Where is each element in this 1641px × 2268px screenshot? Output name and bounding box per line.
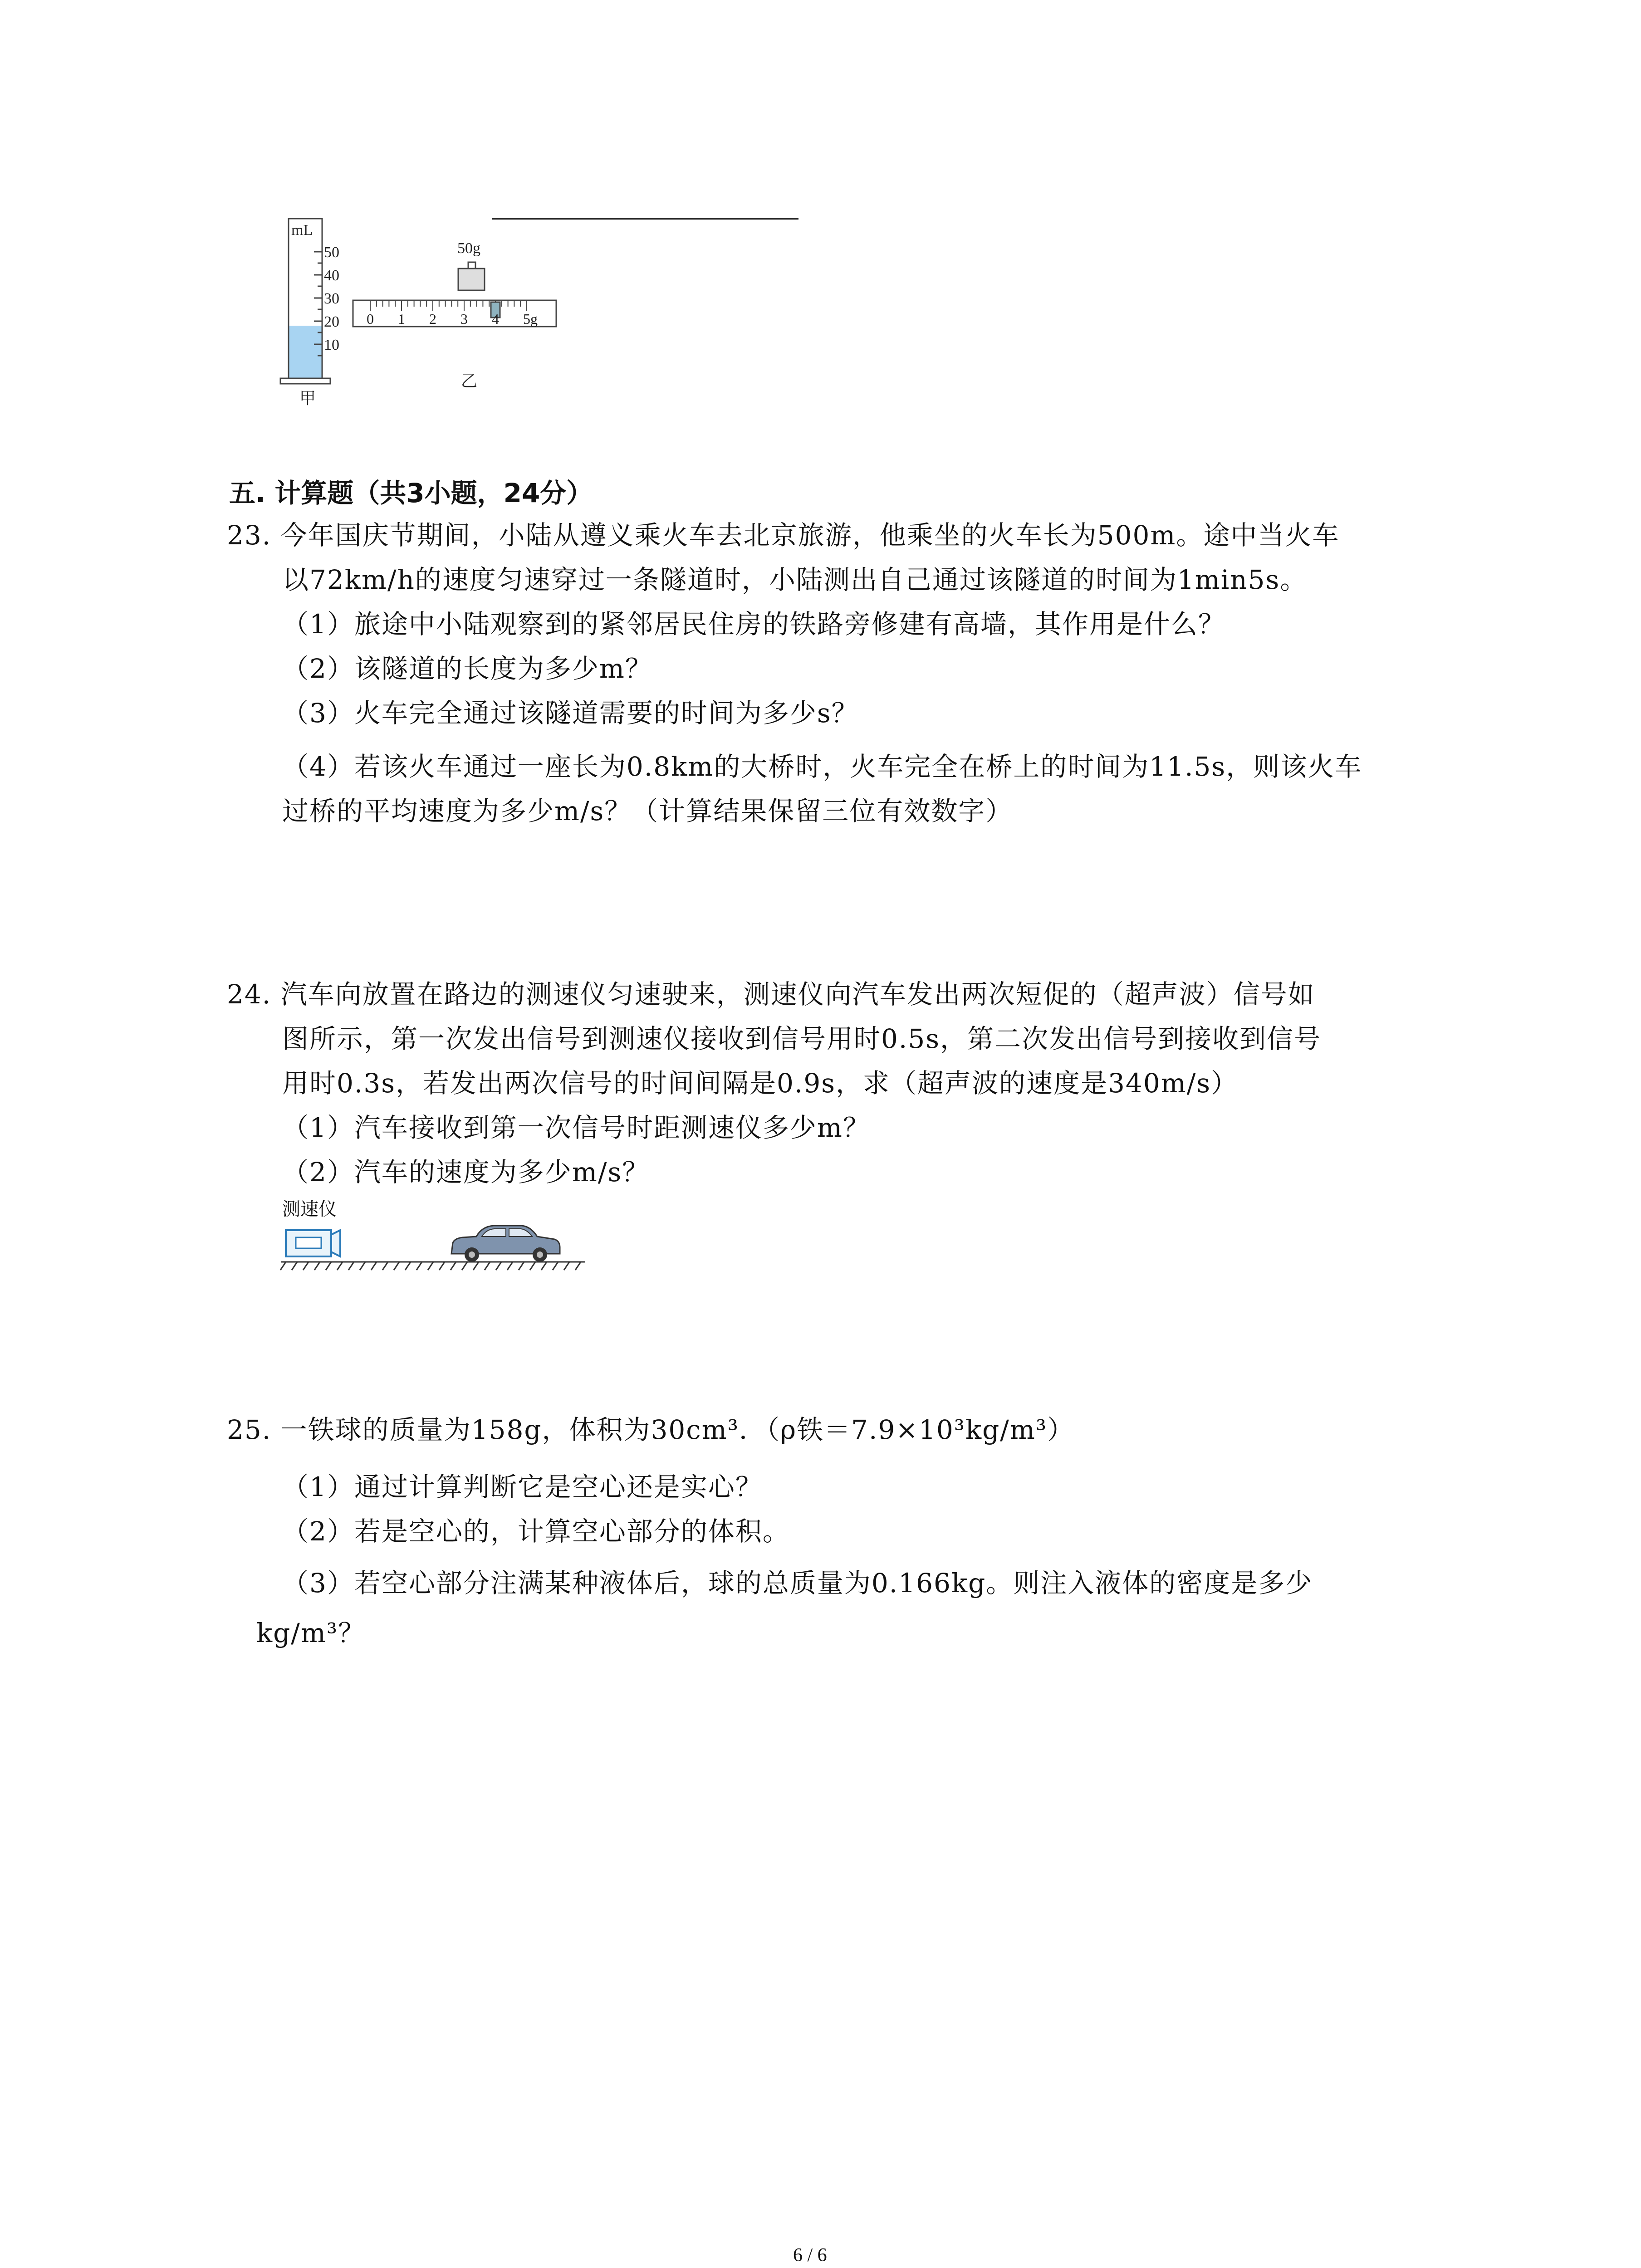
ruler-tick-label: 1 [398,311,405,327]
cylinder-tick-label: 10 [324,337,339,353]
car-icon [451,1226,560,1262]
ruler-tick-label: 4 [492,311,499,327]
page-number: 6 / 6 [793,2245,827,2266]
question-23-line: 以72km/h的速度匀速穿过一条隧道时，小陆测出自己通过该隧道的时间为1min5s。 [282,564,1308,595]
question-25-part: （2）若是空心的，计算空心部分的体积。 [282,1516,790,1547]
ruler-tick-label: 3 [460,311,468,327]
weight-block [458,269,485,290]
question-24-line: 24. 汽车向放置在路边的测速仪匀速驶来，测速仪向汽车发出两次短促的（超声波）信号如 [227,979,1315,1010]
balance-caption: 乙 [461,372,478,391]
ruler-tick-label: 2 [429,311,436,327]
question-23-part: （1）旅途中小陆观察到的紧邻居民住房的铁路旁修建有高墙，其作用是什么？ [282,609,1225,640]
cylinder-tick-label: 20 [324,313,339,330]
speed-meter-icon [286,1230,340,1256]
cylinder-caption: 甲 [299,389,316,408]
cylinder-tick-label: 40 [324,267,339,284]
question-24-part: （1）汽车接收到第一次信号时距测速仪多少m？ [282,1112,870,1143]
question-25-line: kg/m³？ [256,1618,366,1648]
question-23-part: （3）火车完全通过该隧道需要的时间为多少s？ [282,698,859,728]
ground-line [280,1262,585,1270]
measurement-figure [272,213,572,413]
question-23-part: （2）该隧道的长度为多少m？ [282,653,652,684]
speed-meter-figure [277,1220,590,1275]
cylinder-tick-label: 50 [324,244,339,261]
cylinder-water [289,326,322,378]
question-24-line: 用时0.3s，若发出两次信号的时间间隔是0.9s，求（超声波的速度是340m/s） [282,1068,1239,1099]
question-24-part: （2）汽车的速度为多少m/s？ [282,1157,650,1188]
ruler-tick-label: 0 [367,311,374,327]
question-25-part: （3）若空心部分注满某种液体后，球的总质量为0.166kg。则注入液体的密度是多少 [282,1568,1313,1598]
question-23-line: 23. 今年国庆节期间，小陆从遵义乘火车去北京旅游，他乘坐的火车长为500m。途中当火车 [227,520,1340,551]
question-24-line: 图所示，第一次发出信号到测速仪接收到信号用时0.5s，第二次发出信号到接收到信号 [282,1023,1322,1054]
question-25-part: （1）通过计算判断它是空心还是实心？ [282,1471,763,1502]
balance-ruler [353,240,556,391]
question-25-line: 25. 一铁球的质量为158g，体积为30cm³．（ρ铁＝7.9×10³kg/m³） [227,1414,1075,1445]
graduated-cylinder [280,219,339,408]
ruler-tick-label: 5g [523,311,538,327]
speed-meter-label: 测速仪 [282,1199,337,1220]
question-23-part: （4）若该火车通过一座长为0.8km的大桥时，火车完全在桥上的时间为11.5s，则该火车 [282,751,1362,782]
cylinder-unit: mL [291,222,313,239]
weight-label: 50g [457,240,480,257]
section-heading: 五. 计算题（共3小题，24分） [229,478,593,508]
cylinder-tick-label: 30 [324,290,339,307]
question-23-line: 过桥的平均速度为多少m/s？（计算结果保留三位有效数字） [282,796,1013,826]
